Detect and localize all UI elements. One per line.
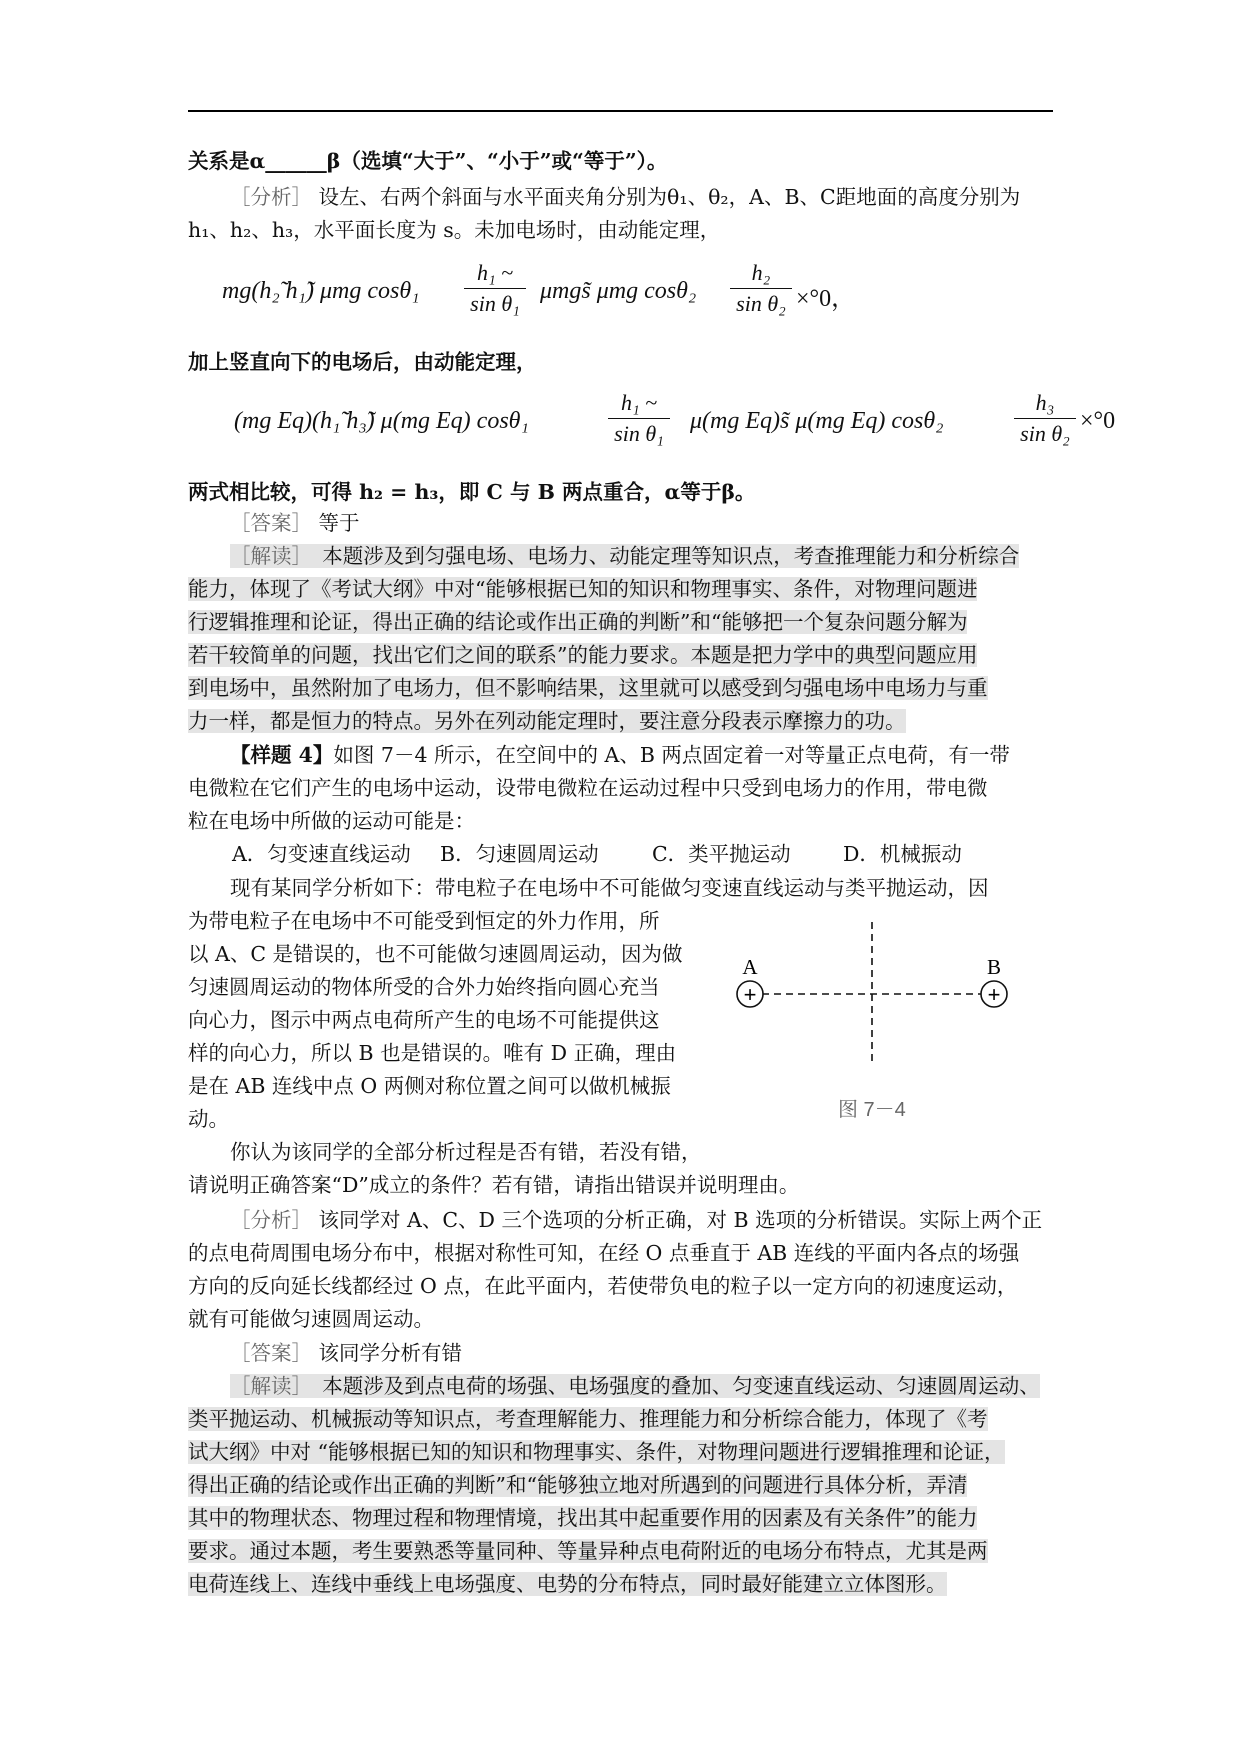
read-line: 其中的物理状态、物理过程和物理情境，找出其中起重要作用的因素及有关条件”的能力 — [188, 1506, 978, 1530]
eq1-fraction-1 — [464, 260, 526, 317]
header-rule — [188, 110, 1053, 112]
answer-line-1 — [230, 508, 360, 538]
answer-line-2 — [230, 1338, 462, 1368]
analysis-line: 方向的反向延长线都经过 O 点，在此平面内，若使带负电的粒子以一定方向的初速度运动， — [188, 1274, 1018, 1298]
student-analysis-line: 向心力，图示中两点电荷所产生的电场不可能提供这 — [188, 1008, 660, 1032]
sample-question-line-3: 粒在电场中所做的运动可能是： — [188, 809, 475, 833]
student-analysis-line: 是在 AB 连线中点 O 两侧对称位置之间可以做机械振 — [188, 1074, 671, 1098]
option-d: D．机械振动 — [843, 842, 962, 866]
eq2-mid: μ(mg Eq)s̃ μ(mg Eq) cosθ₂ — [690, 408, 944, 434]
read-line: 若干较简单的问题，找出它们之间的联系”的能力要求。本题是把力学中的典型问题应用 — [188, 643, 978, 667]
read-line — [230, 1371, 1040, 1401]
eq2-fraction-2 — [1014, 390, 1076, 447]
question-prompt-line: 你认为该同学的全部分析过程是否有错，若没有错， — [230, 1140, 702, 1164]
analysis-tag: ［分析］ — [230, 1208, 312, 1232]
eq1-tail: ×°0， — [796, 286, 856, 312]
eq2-frac1-num: h₁ ~ — [620, 390, 658, 415]
eq2-lhs: (mg Eq)(h₁̃ h₃̃) μ(mg Eq) cosθ₁ — [234, 408, 529, 434]
analysis-tag: ［分析］ — [230, 185, 312, 209]
read-line: 行逻辑推理和论证，得出正确的结论或作出正确的判断”和“能够把一个复杂问题分解为 — [188, 610, 968, 634]
student-analysis-line: 样的向心力，所以 B 也是错误的。唯有 D 正确，理由 — [188, 1041, 677, 1065]
student-analysis-line: 以 A、C 是错误的，也不可能做匀速圆周运动，因为做 — [188, 942, 683, 966]
eq1-frac2-num: h₂ — [751, 260, 771, 285]
student-analysis-line: 匀速圆周运动的物体所受的合外力始终指向圆心充当 — [188, 975, 660, 999]
eq2-fraction-1 — [608, 390, 670, 447]
analysis-line-2: h₁、h₂、h₃，水平面长度为 s。未加电场时，由动能定理， — [188, 218, 721, 242]
figure-caption: 图 7－4 — [838, 1099, 906, 1121]
analysis-line: 就有可能做匀速圆周运动。 — [188, 1307, 434, 1331]
answer-text: 该同学分析有错 — [318, 1341, 463, 1365]
read-line: 试大纲》中对 “能够根据已知的知识和物理事实、条件，对物理问题进行逻辑推理和论证， — [188, 1440, 1005, 1464]
eq1-mid: μmgs̃ μmg cosθ₂ — [540, 278, 697, 304]
read-line: 电荷连线上、连线中垂线上电场强度、电势的分布特点，同时最好能建立立体图形。 — [188, 1572, 947, 1596]
eq1-frac2-den: sin θ₂ — [736, 291, 786, 316]
analysis-line — [230, 1205, 1042, 1235]
eq2-frac1-den: sin θ₁ — [614, 421, 664, 446]
answer-text: 等于 — [318, 511, 360, 535]
charge-b-sign: + — [987, 982, 1001, 1007]
read-line: 能力，体现了《考试大纲》中对“能够根据已知的知识和物理事实、条件，对物理问题进 — [188, 577, 978, 601]
student-analysis-line: 现有某同学分析如下：带电粒子在电场中不可能做匀变速直线运动与类平抛运动，因 — [230, 876, 989, 900]
eq2-frac2-den: sin θ₂ — [1020, 421, 1070, 446]
eq1-lhs: mg(h₂̃ h₁̃) μmg cosθ₁ — [222, 278, 420, 304]
question-end-line: 关系是α______β（选填“大于”、“小于”或“等于”）。 — [188, 149, 668, 173]
option-a: A．匀变速直线运动 — [232, 842, 411, 866]
sample-question-line-2: 电微粒在它们产生的电场中运动，设带电微粒在运动过程中只受到电场力的作用，带电微 — [188, 776, 988, 800]
field-added-line: 加上竖直向下的电场后，由动能定理， — [188, 350, 537, 374]
analysis-line-1 — [230, 182, 1020, 212]
read-line: 到电场中，虽然附加了电场力，但不影响结果，这里就可以感受到匀强电场中电场力与重 — [188, 676, 988, 700]
read-line: 类平抛运动、机械振动等知识点，考查理解能力、推理能力和分析综合能力，体现了《考 — [188, 1407, 988, 1431]
answer-tag: ［答案］ — [230, 511, 312, 535]
label-b: B — [986, 955, 1002, 979]
eq2-tail: ×°0 — [1080, 408, 1116, 434]
read-text: 本题涉及到点电荷的场强、电场强度的叠加、匀变速直线运动、匀速圆周运动、 — [322, 1374, 1040, 1398]
sample-question-line-1 — [230, 740, 1010, 770]
read-line: 得出正确的结论或作出正确的判断”和“能够独立地对所遇到的问题进行具体分析，弄清 — [188, 1473, 968, 1497]
answer-tag: ［答案］ — [230, 1341, 312, 1365]
sample-title: 【样题 4】 — [230, 743, 334, 767]
read-tag: ［解读］ — [230, 544, 302, 568]
student-analysis-line: 动。 — [188, 1107, 229, 1131]
eq1-frac1-den: sin θ₁ — [470, 291, 520, 316]
question-prompt-line: 请说明正确答案“D”成立的条件？若有错，请指出错误并说明理由。 — [188, 1173, 800, 1197]
analysis-text: 该同学对 A、C、D 三个选项的分析正确，对 B 选项的分析错误。实际上两个正 — [318, 1208, 1043, 1232]
analysis-text: 设左、右两个斜面与水平面夹角分别为θ₁、θ₂，A、B、C距地面的高度分别为 — [318, 185, 1021, 209]
question-text: 如图 7－4 所示，在空间中的 A、B 两点固定着一对等量正点电荷，有一带 — [333, 743, 1010, 767]
eq1-frac1-num: h₁ ~ — [476, 260, 514, 285]
option-b: B．匀速圆周运动 — [440, 842, 599, 866]
read-line: 要求。通过本题，考生要熟悉等量同种、等量异种点电荷附近的电场分布特点，尤其是两 — [188, 1539, 988, 1563]
analysis-line: 的点电荷周围电场分布中，根据对称性可知，在经 O 点垂直于 AB 连线的平面内各点的场强 — [188, 1241, 1020, 1265]
student-analysis-line: 为带电粒子在电场中不可能受到恒定的外力作用，所 — [188, 909, 660, 933]
read-line — [230, 541, 1019, 571]
charge-a-sign: + — [743, 982, 757, 1007]
figure-7-4 — [730, 922, 1020, 1122]
read-text: 本题涉及到匀强电场、电场力、动能定理等知识点，考查推理能力和分析综合 — [322, 544, 1020, 568]
read-tag: ［解读］ — [230, 1374, 302, 1398]
eq2-frac2-num: h₃ — [1035, 390, 1055, 415]
eq1-fraction-2 — [730, 260, 792, 317]
label-a: A — [742, 955, 758, 979]
option-c: C．类平抛运动 — [652, 842, 791, 866]
comparison-line: 两式相比较，可得 h₂ = h₃，即 C 与 B 两点重合，α等于β。 — [188, 480, 756, 504]
read-line: 力一样，都是恒力的特点。另外在列动能定理时，要注意分段表示摩擦力的功。 — [188, 709, 906, 733]
